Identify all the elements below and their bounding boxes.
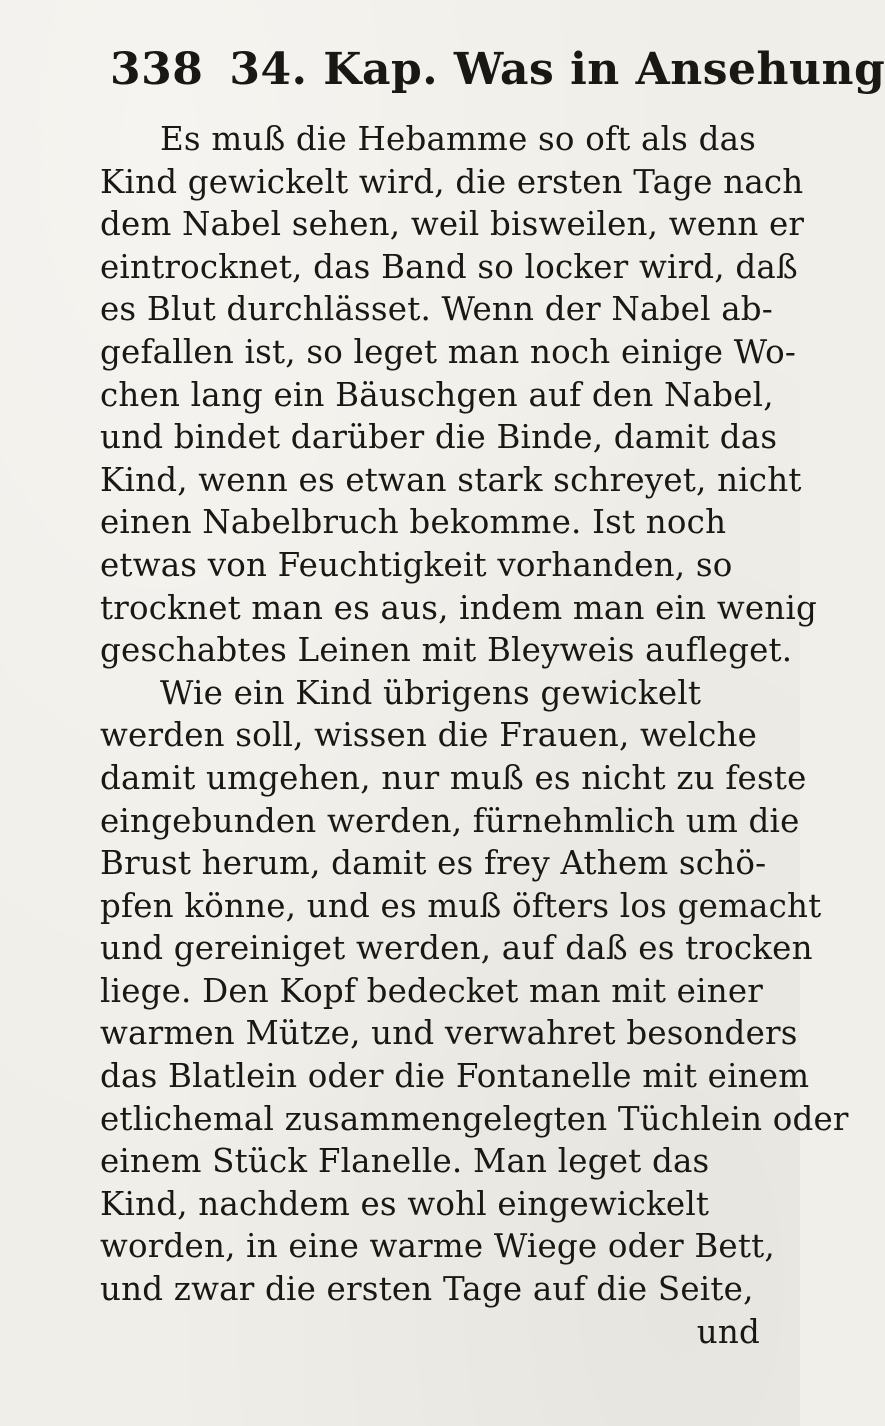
- text-line: etlichemal zusammengelegten Tüchlein oder: [100, 1099, 849, 1138]
- text-line: trocknet man es aus, indem man ein wenig: [100, 588, 818, 627]
- text-line: Kind, nachdem es wohl eingewickelt: [100, 1184, 710, 1223]
- text-line: und zwar die ersten Tage auf die Seite,: [100, 1270, 754, 1309]
- text-line: dem Nabel sehen, weil bisweilen, wenn er: [100, 205, 805, 244]
- text-line: chen lang ein Bäuschgen auf den Nabel,: [100, 375, 774, 414]
- text-line: das Blatlein oder die Fontanelle mit einem: [100, 1057, 810, 1096]
- body-text: [100, 118, 849, 1353]
- text-line: Brust herum, damit es frey Athem schö-: [100, 844, 767, 883]
- text-line: damit umgehen, nur muß es nicht zu feste: [100, 758, 807, 797]
- page-number: 338: [110, 44, 204, 95]
- text-line: eintrocknet, das Band so locker wird, daß: [100, 247, 798, 286]
- chapter-title: 34. Kap. Was in Ansehung: [229, 44, 885, 95]
- text-line: Kind gewickelt wird, die ersten Tage nach: [100, 162, 804, 201]
- text-line: werden soll, wissen die Frauen, welche: [100, 716, 758, 755]
- text-line: Kind, wenn es etwan stark schreyet, nicht: [100, 460, 802, 499]
- text-line: und gereiniget werden, auf daß es trocken: [100, 929, 813, 968]
- text-line: einen Nabelbruch bekomme. Ist noch: [100, 503, 727, 542]
- text-line: und bindet darüber die Binde, damit das: [100, 418, 778, 457]
- text-line: gefallen ist, so leget man noch einige Wo-: [100, 332, 797, 371]
- text-line: Wie ein Kind übrigens gewickelt: [160, 673, 702, 712]
- catchword: und: [696, 1312, 760, 1351]
- text-line: Es muß die Hebamme so oft als das: [160, 120, 757, 158]
- text-line: einem Stück Flanelle. Man leget das: [100, 1142, 710, 1181]
- text-line: es Blut durchlässet. Wenn der Nabel ab-: [100, 290, 773, 329]
- text-line: pfen könne, und es muß öfters los gemacht: [100, 886, 822, 925]
- text-line: geschabtes Leinen mit Bleyweis aufleget.: [100, 631, 793, 670]
- text-line: worden, in eine warme Wiege oder Bett,: [100, 1227, 775, 1266]
- text-line: warmen Mütze, und verwahret besonders: [100, 1014, 798, 1053]
- text-line: etwas von Feuchtigkeit vorhanden, so: [100, 545, 733, 584]
- text-line: liege. Den Kopf bedecket man mit einer: [100, 971, 763, 1010]
- running-head: [110, 40, 885, 100]
- text-line: eingebunden werden, fürnehmlich um die: [100, 801, 800, 840]
